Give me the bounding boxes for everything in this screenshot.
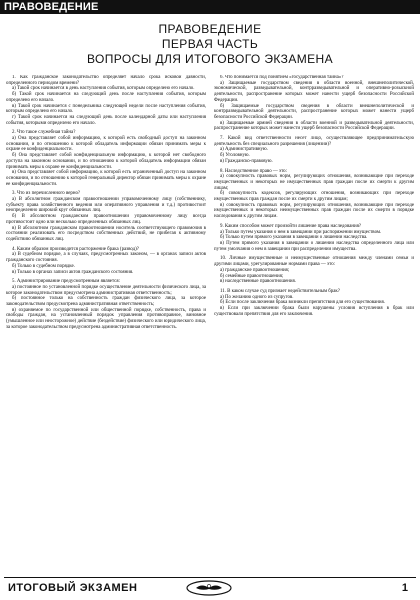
question-text: 6. Что понимается под понятием «государственная тайна»? [220, 75, 344, 80]
answer-option: в) наследственные правоотношения. [220, 279, 297, 285]
question-text: 7. Какой вид ответственности несет лицо, осуществляющее предпринимательскую деятельность без специального разрешения (лицензии)? [214, 136, 414, 147]
answer-option: а) Такой срок начинается в день наступления события, которым определено его начало. [12, 86, 195, 92]
footer-divider [4, 577, 416, 578]
question-item [6, 130, 206, 187]
page-number: 1 [401, 582, 408, 594]
answer-option: в) совокупность правовых норм, регулирующих отношения, возникающие при переходе имущественных и некоторых неимущественных прав граждан после их смерти в порядке наследования к другим лицам. [214, 202, 414, 220]
title-line-2: ПЕРВАЯ ЧАСТЬ [161, 37, 259, 51]
question-item [6, 279, 206, 330]
answer-option: в) Только в органах записи актов гражданского состояния. [12, 269, 134, 275]
answer-option: а) Административную. [220, 147, 268, 153]
title-line-3: ВОПРОСЫ ДЛЯ ИТОГОВОГО ЭКЗАМЕНА [86, 52, 333, 66]
question-text: 3. Что из перечисленного верно? [12, 191, 81, 197]
question-text: 10. Личные имущественные и неимущественные отношения между членами семьи и другими лицами, урегулированные нормами права — это: [214, 256, 414, 268]
question-text: 1. Как гражданское законодательство определяет начало срока исковой давности, определенного периодом времени? [6, 75, 206, 86]
answer-option: б) Если после заключения брака возникли препятствия для его существования. [220, 300, 385, 306]
answer-option: б) Такой срок начинается на следующий день после наступления события, которым определено его начало. [6, 92, 206, 103]
question-item [214, 224, 414, 253]
answer-option: в) охраняемое по государственной или общественной порядке, собственность, права и свободы граждан, на установленный порядок управления противоправное, виновное (умышленное или неосторожное) действие (бездействие) физического или юридического лица, за которое законодательством предусмотрена административная ответственность. [6, 307, 206, 330]
answer-option: а) В абсолютном гражданском правоотношении управомоченному лицу (собственнику, субъекту права хозяйственного ведения или оперативного управления и т.д.) противостоит неопределенно широкий круг обязанных лиц. [6, 197, 206, 214]
question-item [6, 75, 206, 126]
question-text: 9. Каким способом может произойти лишение права наследования? [220, 223, 362, 229]
answer-option: а) совокупность правовых норм, регулирующих отношения, возникающие при переходе имущественных и некоторых не имущественных прав граждан после их смерти к другим лицам; [214, 174, 414, 191]
answer-option: б) Она представляет собой конфиденциальную информацию, к которой нет свободного доступа на законном основании, и по отношению к которой обладатель информации обязан принимать меры к охране ее конфиденциальности. [6, 153, 206, 170]
question-item [214, 75, 414, 132]
questions-area [6, 75, 414, 570]
answer-option: в) Путем прямого указания в завещании о лишении наследства определенного лица или путем умолчания о нем в завещании при распределении имущества. [214, 240, 414, 252]
question-item [6, 191, 206, 242]
answer-option: в) В абсолютном гражданском правоотношении носитель соответствующего правомочия в состоянии реализовать его посредством собственных действий, не прибегая к активному содействию обязанных лиц. [6, 225, 206, 242]
answer-option: в) Если при заключении брака были нарушены условия вступления в брак или существовали препятствия для его заключения. [214, 306, 414, 317]
footer-title: ИТОГОВЫЙ ЭКЗАМЕН [8, 582, 138, 594]
answer-option: б) Только путем прямого указания в завещании о лишении наследства. [220, 235, 368, 241]
question-text: 2. Что такое служебная тайна? [12, 130, 76, 136]
title-line-1: ПРАВОВЕДЕНИЕ [158, 22, 262, 36]
answer-option: а) В судебном порядке, а в случаях, предусмотренных законом, — в органах записи актов гражданского состояния. [6, 252, 206, 264]
answer-option: в) Она представляет собой информацию, к которой есть ограниченный доступ на законном основании, и по отношению к которой генеральный директор обязан принимать меры к охране ее конфиденциальности. [6, 170, 206, 187]
question-text: 5. Администрирование предусмотренным является: [12, 279, 120, 285]
question-text: 8. Наследственное право — это: [220, 168, 287, 174]
answer-option: а) Защищаемые государством сведения в области военной, внешнеполитической, экономической, разведывательной, контрразведывательной и оперативно-розыскной деятельности, распространение которых может нанести ущерб безопасности Российской Федерации. [214, 80, 414, 103]
eagle-emblem-icon [186, 580, 232, 596]
answer-option: б) совокупность кодексов, регулирующих отношения, возникающих при переходе имущественных прав граждан после их смерти к другим лицам; [214, 191, 414, 203]
document-title [0, 22, 420, 67]
answer-option: в) Защищаемые армией сведения в области военной и разведывательной деятельности, распространение которых может нанести ущерб безопасности Российской Федерации. [214, 120, 414, 132]
answer-option: г) Такой срок начинается на следующий день после календарной даты или наступления события, которыми определено его начало. [6, 114, 206, 126]
question-text: 4. Каким образом производится расторжение брака (развод)? [12, 246, 139, 252]
answer-option: б) постоянное только на собственность граждан физического лица, за которое законодательством предусмотрена административная ответственность; [6, 296, 206, 308]
answer-option: а) По желанию одного из супругов. [220, 294, 294, 300]
question-item [214, 136, 414, 165]
right-column [214, 75, 414, 570]
left-column [6, 75, 206, 570]
question-text: 11. В каком случае суд признает недействительным брак? [220, 288, 340, 294]
answer-option: а) постоянное по установленной порядке осуществление деятельности физического лица, за которое законодательством предусмотрена административная ответственность; [6, 284, 206, 296]
answer-option: б) Только в судебном порядке. [12, 263, 75, 269]
answer-option: в) Гражданско-правовую. [220, 158, 273, 164]
answer-option: б) В абсолютном гражданском правоотношении управомоченному лицу всегда противостоит одно или несколько определенных обязанных лиц. [6, 214, 206, 225]
answer-option: б) семейные правоотношения; [220, 273, 284, 279]
question-item [214, 169, 414, 220]
header-section-title: ПРАВОВЕДЕНИЕ [4, 1, 99, 13]
answer-option: в) Такой срок начинается с понедельника следующей недели после наступления события, которым определено его начало. [6, 103, 206, 115]
answer-option: а) Только путем указания о нем в завещании при распоряжении имуществом. [220, 229, 382, 235]
question-item [214, 256, 414, 285]
question-item [214, 289, 414, 318]
answer-option: а) гражданские правоотношения; [220, 267, 290, 273]
question-item [6, 247, 206, 276]
page-footer [0, 577, 420, 600]
answer-option: б) Уголовную. [220, 153, 250, 159]
answer-option: а) Она представляет собой информацию, к которой есть свободный доступ на законном основании, и по отношению к которой обладатель информации обязан принимать меры к охране ее конфиденциальности. [6, 136, 206, 153]
answer-option: б) Защищаемые государством сведения в области внешнеполитической и контрразведывательной деятельности, распространение которых может нанести ущерб безопасности Российской Федерации. [214, 103, 414, 120]
page-header [0, 0, 420, 20]
